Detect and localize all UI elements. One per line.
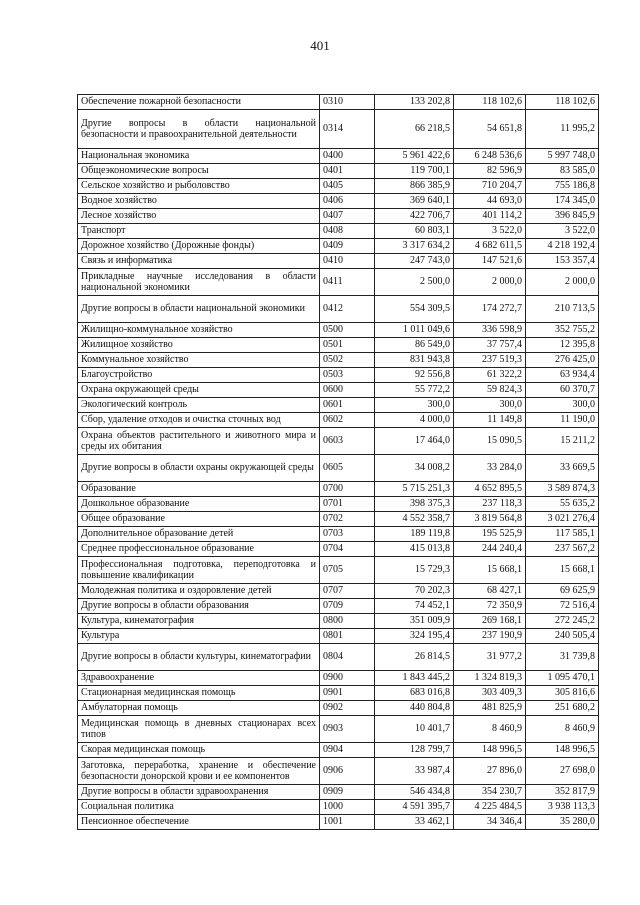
row-value-2-cell: 27 896,0 <box>454 758 526 785</box>
table-row <box>78 758 599 785</box>
row-value-2-cell: 147 521,6 <box>454 254 526 269</box>
table-row <box>78 239 599 254</box>
row-name-cell: Заготовка, переработка, хранение и обеспечение безопасности донорской крови и ее компонентов <box>78 758 320 785</box>
row-code-cell: 0410 <box>320 254 375 269</box>
table-row <box>78 644 599 671</box>
row-value-2-cell: 401 114,2 <box>454 209 526 224</box>
row-code-cell: 1001 <box>320 815 375 830</box>
row-value-3-cell: 174 345,0 <box>526 194 599 209</box>
row-value-3-cell: 153 357,4 <box>526 254 599 269</box>
row-value-2-cell: 2 000,0 <box>454 269 526 296</box>
row-code-cell: 0601 <box>320 398 375 413</box>
table-row <box>78 398 599 413</box>
row-value-3-cell: 305 816,6 <box>526 686 599 701</box>
row-code-cell: 0409 <box>320 239 375 254</box>
row-name-cell: Среднее профессиональное образование <box>78 542 320 557</box>
row-name-cell: Другие вопросы в области охраны окружающей среды <box>78 455 320 482</box>
table-row <box>78 671 599 686</box>
row-value-1-cell: 34 008,2 <box>375 455 454 482</box>
row-name-cell: Дополнительное образование детей <box>78 527 320 542</box>
row-code-cell: 0605 <box>320 455 375 482</box>
row-name-cell: Экологический контроль <box>78 398 320 413</box>
row-value-2-cell: 481 825,9 <box>454 701 526 716</box>
table-row <box>78 179 599 194</box>
row-value-3-cell: 31 739,8 <box>526 644 599 671</box>
table-row <box>78 455 599 482</box>
row-value-2-cell: 61 322,2 <box>454 368 526 383</box>
row-value-1-cell: 866 385,9 <box>375 179 454 194</box>
table-row <box>78 194 599 209</box>
row-value-2-cell: 33 284,0 <box>454 455 526 482</box>
row-value-2-cell: 237 118,3 <box>454 497 526 512</box>
row-value-1-cell: 33 987,4 <box>375 758 454 785</box>
row-value-2-cell: 244 240,4 <box>454 542 526 557</box>
row-value-2-cell: 11 149,8 <box>454 413 526 428</box>
row-value-2-cell: 354 230,7 <box>454 785 526 800</box>
table-row <box>78 368 599 383</box>
row-name-cell: Другие вопросы в области культуры, кинематографии <box>78 644 320 671</box>
row-code-cell: 0500 <box>320 323 375 338</box>
row-name-cell: Пенсионное обеспечение <box>78 815 320 830</box>
table-row <box>78 296 599 323</box>
row-code-cell: 0603 <box>320 428 375 455</box>
row-code-cell: 0709 <box>320 599 375 614</box>
row-name-cell: Культура <box>78 629 320 644</box>
row-value-2-cell: 68 427,1 <box>454 584 526 599</box>
table-row <box>78 743 599 758</box>
row-name-cell: Молодежная политика и оздоровление детей <box>78 584 320 599</box>
row-code-cell: 0406 <box>320 194 375 209</box>
row-code-cell: 0700 <box>320 482 375 497</box>
row-value-3-cell: 3 589 874,3 <box>526 482 599 497</box>
row-code-cell: 0501 <box>320 338 375 353</box>
table-row <box>78 383 599 398</box>
row-value-1-cell: 55 772,2 <box>375 383 454 398</box>
row-value-1-cell: 70 202,3 <box>375 584 454 599</box>
row-value-3-cell: 35 280,0 <box>526 815 599 830</box>
row-value-2-cell: 237 190,9 <box>454 629 526 644</box>
row-name-cell: Жилищно-коммунальное хозяйство <box>78 323 320 338</box>
row-value-3-cell: 3 938 113,3 <box>526 800 599 815</box>
row-value-2-cell: 15 668,1 <box>454 557 526 584</box>
row-value-1-cell: 324 195,4 <box>375 629 454 644</box>
row-name-cell: Обеспечение пожарной безопасности <box>78 95 320 110</box>
row-value-2-cell: 44 693,0 <box>454 194 526 209</box>
row-name-cell: Общее образование <box>78 512 320 527</box>
budget-table <box>77 94 599 830</box>
row-value-3-cell: 3 522,0 <box>526 224 599 239</box>
row-value-1-cell: 369 640,1 <box>375 194 454 209</box>
table-row <box>78 785 599 800</box>
row-value-2-cell: 6 248 536,6 <box>454 149 526 164</box>
row-code-cell: 1000 <box>320 800 375 815</box>
table-row <box>78 512 599 527</box>
budget-table-body <box>78 95 599 830</box>
table-row <box>78 716 599 743</box>
row-value-2-cell: 148 996,5 <box>454 743 526 758</box>
row-code-cell: 0602 <box>320 413 375 428</box>
row-code-cell: 0412 <box>320 296 375 323</box>
row-value-1-cell: 66 218,5 <box>375 110 454 149</box>
row-value-1-cell: 60 803,1 <box>375 224 454 239</box>
table-row <box>78 686 599 701</box>
row-name-cell: Транспорт <box>78 224 320 239</box>
page-number: 401 <box>310 38 330 53</box>
table-row <box>78 95 599 110</box>
table-row <box>78 497 599 512</box>
row-value-3-cell: 63 934,4 <box>526 368 599 383</box>
row-value-1-cell: 546 434,8 <box>375 785 454 800</box>
row-value-3-cell: 755 186,8 <box>526 179 599 194</box>
row-name-cell: Охрана объектов растительного и животного мира и среды их обитания <box>78 428 320 455</box>
row-value-2-cell: 3 522,0 <box>454 224 526 239</box>
row-name-cell: Амбулаторная помощь <box>78 701 320 716</box>
row-value-2-cell: 1 324 819,3 <box>454 671 526 686</box>
row-value-3-cell: 60 370,7 <box>526 383 599 398</box>
row-name-cell: Социальная политика <box>78 800 320 815</box>
row-name-cell: Сбор, удаление отходов и очистка сточных вод <box>78 413 320 428</box>
row-value-1-cell: 33 462,1 <box>375 815 454 830</box>
table-row <box>78 701 599 716</box>
row-value-2-cell: 303 409,3 <box>454 686 526 701</box>
row-value-2-cell: 37 757,4 <box>454 338 526 353</box>
row-code-cell: 0801 <box>320 629 375 644</box>
row-value-1-cell: 86 549,0 <box>375 338 454 353</box>
table-row <box>78 413 599 428</box>
row-name-cell: Медицинская помощь в дневных стационарах всех типов <box>78 716 320 743</box>
row-value-1-cell: 74 452,1 <box>375 599 454 614</box>
row-value-3-cell: 11 995,2 <box>526 110 599 149</box>
table-row <box>78 353 599 368</box>
row-name-cell: Жилищное хозяйство <box>78 338 320 353</box>
row-code-cell: 0800 <box>320 614 375 629</box>
row-value-3-cell: 83 585,0 <box>526 164 599 179</box>
row-value-1-cell: 4 591 395,7 <box>375 800 454 815</box>
row-value-2-cell: 4 682 611,5 <box>454 239 526 254</box>
row-name-cell: Охрана окружающей среды <box>78 383 320 398</box>
table-row <box>78 164 599 179</box>
table-row <box>78 323 599 338</box>
table-row <box>78 557 599 584</box>
row-value-3-cell: 240 505,4 <box>526 629 599 644</box>
row-name-cell: Другие вопросы в области национальной экономики <box>78 296 320 323</box>
row-value-1-cell: 554 309,5 <box>375 296 454 323</box>
row-value-3-cell: 117 585,1 <box>526 527 599 542</box>
row-value-3-cell: 72 516,4 <box>526 599 599 614</box>
row-value-1-cell: 26 814,5 <box>375 644 454 671</box>
row-name-cell: Культура, кинематография <box>78 614 320 629</box>
row-value-1-cell: 440 804,8 <box>375 701 454 716</box>
row-value-1-cell: 5 715 251,3 <box>375 482 454 497</box>
table-row <box>78 269 599 296</box>
row-value-2-cell: 4 225 484,5 <box>454 800 526 815</box>
row-value-1-cell: 831 943,8 <box>375 353 454 368</box>
row-code-cell: 0903 <box>320 716 375 743</box>
row-code-cell: 0702 <box>320 512 375 527</box>
row-value-2-cell: 8 460,9 <box>454 716 526 743</box>
row-name-cell: Дошкольное образование <box>78 497 320 512</box>
row-value-1-cell: 15 729,3 <box>375 557 454 584</box>
table-row <box>78 599 599 614</box>
row-value-2-cell: 15 090,5 <box>454 428 526 455</box>
row-code-cell: 0310 <box>320 95 375 110</box>
row-value-1-cell: 2 500,0 <box>375 269 454 296</box>
row-name-cell: Связь и информатика <box>78 254 320 269</box>
row-name-cell: Образование <box>78 482 320 497</box>
row-value-1-cell: 4 552 358,7 <box>375 512 454 527</box>
table-row <box>78 542 599 557</box>
row-name-cell: Лесное хозяйство <box>78 209 320 224</box>
row-code-cell: 0900 <box>320 671 375 686</box>
row-value-3-cell: 33 669,5 <box>526 455 599 482</box>
row-value-1-cell: 3 317 634,2 <box>375 239 454 254</box>
row-value-1-cell: 247 743,0 <box>375 254 454 269</box>
row-code-cell: 0400 <box>320 149 375 164</box>
row-value-1-cell: 128 799,7 <box>375 743 454 758</box>
row-value-1-cell: 1 011 049,6 <box>375 323 454 338</box>
table-row <box>78 584 599 599</box>
row-code-cell: 0901 <box>320 686 375 701</box>
row-value-2-cell: 710 204,7 <box>454 179 526 194</box>
row-code-cell: 0600 <box>320 383 375 398</box>
table-row <box>78 149 599 164</box>
table-row <box>78 527 599 542</box>
row-value-3-cell: 55 635,2 <box>526 497 599 512</box>
row-code-cell: 0401 <box>320 164 375 179</box>
row-value-2-cell: 118 102,6 <box>454 95 526 110</box>
row-value-2-cell: 237 519,3 <box>454 353 526 368</box>
row-code-cell: 0405 <box>320 179 375 194</box>
row-code-cell: 0701 <box>320 497 375 512</box>
row-name-cell: Сельское хозяйство и рыболовство <box>78 179 320 194</box>
row-value-3-cell: 276 425,0 <box>526 353 599 368</box>
row-value-3-cell: 11 190,0 <box>526 413 599 428</box>
table-row <box>78 254 599 269</box>
row-value-2-cell: 72 350,9 <box>454 599 526 614</box>
row-value-3-cell: 210 713,5 <box>526 296 599 323</box>
row-value-2-cell: 174 272,7 <box>454 296 526 323</box>
row-value-2-cell: 34 346,4 <box>454 815 526 830</box>
row-value-2-cell: 269 168,1 <box>454 614 526 629</box>
row-value-3-cell: 300,0 <box>526 398 599 413</box>
row-name-cell: Профессиональная подготовка, переподготовка и повышение квалификации <box>78 557 320 584</box>
row-code-cell: 0906 <box>320 758 375 785</box>
row-name-cell: Национальная экономика <box>78 149 320 164</box>
row-value-1-cell: 189 119,8 <box>375 527 454 542</box>
table-row <box>78 209 599 224</box>
row-name-cell: Другие вопросы в области здравоохранения <box>78 785 320 800</box>
row-name-cell: Общеэкономические вопросы <box>78 164 320 179</box>
row-name-cell: Другие вопросы в области национальной безопасности и правоохранительной деятельности <box>78 110 320 149</box>
row-name-cell: Благоустройство <box>78 368 320 383</box>
row-value-2-cell: 54 651,8 <box>454 110 526 149</box>
row-value-1-cell: 4 000,0 <box>375 413 454 428</box>
table-row <box>78 629 599 644</box>
table-row <box>78 428 599 455</box>
row-name-cell: Другие вопросы в области образования <box>78 599 320 614</box>
row-code-cell: 0407 <box>320 209 375 224</box>
row-value-1-cell: 17 464,0 <box>375 428 454 455</box>
row-value-3-cell: 396 845,9 <box>526 209 599 224</box>
row-code-cell: 0909 <box>320 785 375 800</box>
row-value-1-cell: 398 375,3 <box>375 497 454 512</box>
row-value-3-cell: 12 395,8 <box>526 338 599 353</box>
row-value-3-cell: 2 000,0 <box>526 269 599 296</box>
row-value-3-cell: 8 460,9 <box>526 716 599 743</box>
row-value-3-cell: 352 755,2 <box>526 323 599 338</box>
row-value-1-cell: 683 016,8 <box>375 686 454 701</box>
table-row <box>78 482 599 497</box>
row-value-2-cell: 300,0 <box>454 398 526 413</box>
row-name-cell: Здравоохранение <box>78 671 320 686</box>
row-value-3-cell: 272 245,2 <box>526 614 599 629</box>
row-value-1-cell: 415 013,8 <box>375 542 454 557</box>
table-row <box>78 800 599 815</box>
row-name-cell: Дорожное хозяйство (Дорожные фонды) <box>78 239 320 254</box>
row-value-3-cell: 69 625,9 <box>526 584 599 599</box>
row-code-cell: 0704 <box>320 542 375 557</box>
table-row <box>78 224 599 239</box>
row-code-cell: 0503 <box>320 368 375 383</box>
row-value-3-cell: 27 698,0 <box>526 758 599 785</box>
row-code-cell: 0904 <box>320 743 375 758</box>
row-name-cell: Прикладные научные исследования в области национальной экономики <box>78 269 320 296</box>
row-value-3-cell: 15 668,1 <box>526 557 599 584</box>
row-value-2-cell: 31 977,2 <box>454 644 526 671</box>
row-value-2-cell: 4 652 895,5 <box>454 482 526 497</box>
row-code-cell: 0408 <box>320 224 375 239</box>
row-name-cell: Коммунальное хозяйство <box>78 353 320 368</box>
row-value-3-cell: 15 211,2 <box>526 428 599 455</box>
row-value-2-cell: 336 598,9 <box>454 323 526 338</box>
row-code-cell: 0705 <box>320 557 375 584</box>
row-name-cell: Скорая медицинская помощь <box>78 743 320 758</box>
row-code-cell: 0703 <box>320 527 375 542</box>
row-code-cell: 0804 <box>320 644 375 671</box>
row-name-cell: Водное хозяйство <box>78 194 320 209</box>
row-code-cell: 0502 <box>320 353 375 368</box>
row-value-3-cell: 237 567,2 <box>526 542 599 557</box>
row-value-1-cell: 1 843 445,2 <box>375 671 454 686</box>
row-value-2-cell: 59 824,3 <box>454 383 526 398</box>
row-value-3-cell: 148 996,5 <box>526 743 599 758</box>
row-value-1-cell: 300,0 <box>375 398 454 413</box>
row-value-1-cell: 5 961 422,6 <box>375 149 454 164</box>
row-value-3-cell: 118 102,6 <box>526 95 599 110</box>
row-value-3-cell: 5 997 748,0 <box>526 149 599 164</box>
row-value-1-cell: 133 202,8 <box>375 95 454 110</box>
row-value-1-cell: 119 700,1 <box>375 164 454 179</box>
row-value-1-cell: 351 009,9 <box>375 614 454 629</box>
table-row <box>78 815 599 830</box>
row-value-2-cell: 82 596,9 <box>454 164 526 179</box>
row-value-3-cell: 1 095 470,1 <box>526 671 599 686</box>
row-value-3-cell: 251 680,2 <box>526 701 599 716</box>
table-row <box>78 110 599 149</box>
row-value-3-cell: 3 021 276,4 <box>526 512 599 527</box>
row-value-1-cell: 422 706,7 <box>375 209 454 224</box>
row-code-cell: 0314 <box>320 110 375 149</box>
table-row <box>78 614 599 629</box>
row-value-1-cell: 10 401,7 <box>375 716 454 743</box>
row-value-3-cell: 352 817,9 <box>526 785 599 800</box>
row-name-cell: Стационарная медицинская помощь <box>78 686 320 701</box>
row-value-2-cell: 195 525,9 <box>454 527 526 542</box>
row-code-cell: 0707 <box>320 584 375 599</box>
row-value-2-cell: 3 819 564,8 <box>454 512 526 527</box>
row-value-3-cell: 4 218 192,4 <box>526 239 599 254</box>
table-row <box>78 338 599 353</box>
row-code-cell: 0902 <box>320 701 375 716</box>
row-code-cell: 0411 <box>320 269 375 296</box>
row-value-1-cell: 92 556,8 <box>375 368 454 383</box>
